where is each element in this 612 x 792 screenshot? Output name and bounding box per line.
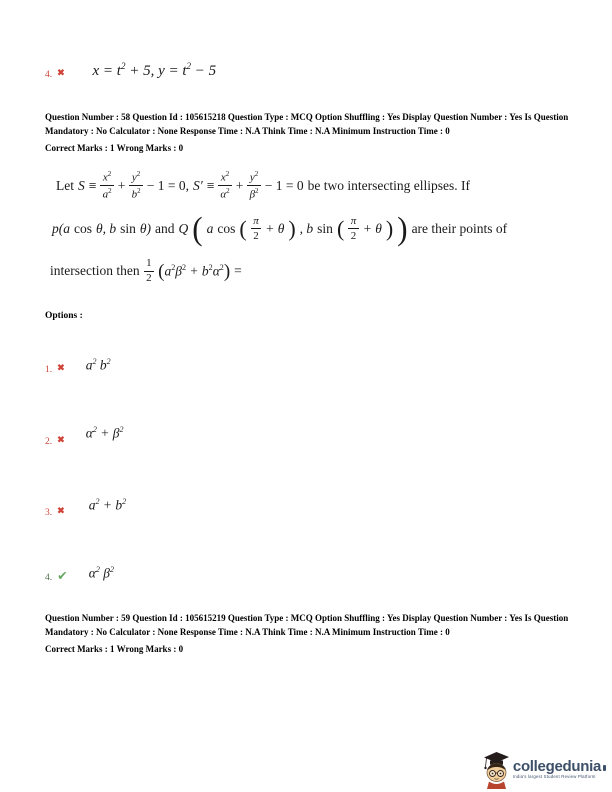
previous-question-answer-row (45, 69, 65, 80)
correct-mark-icon: ✔ (57, 569, 68, 583)
close-paren-medium: ) (385, 215, 394, 241)
metadata-line: Question Number : 59 Question Id : 105615219 Question Type : MCQ Option Shuffling : Yes Display Question Number : Yes Is Question Mandatory : No Calculator : None Response Time : N.A Think Time : N.A Minimum Instruction Time : 0 (45, 613, 569, 637)
question-text-line-3: intersection then $\frac{1}{2}$ ( $a^2\beta^2 + b^2\alpha^2$ ) = (50, 257, 242, 284)
open-paren-medium: ( (336, 215, 345, 241)
option-2-formula: $\alpha^2 + \beta^2$ (85, 425, 124, 441)
open-paren-medium: ( (239, 215, 247, 241)
fraction-y2-b2: $\frac{y^2}{b^2}$ (129, 171, 142, 200)
question-text-line-1: Let S ≡ $\frac{x^2}{a^2}$ + $\frac{y^2}{b^2}$ − 1 = 0, S′ ≡ $\frac{x^2}{\alpha^2}$ + $\frac{y^2}{\beta^2}$ − 1 = 0 be two intersecting ellipses. If (56, 170, 470, 201)
open-paren-large: ( (192, 210, 203, 247)
collegedunia-logo (483, 749, 606, 789)
option-number: 2. (45, 436, 53, 447)
expression-a2b2-sum: ( $a^2\beta^2 + b^2\alpha^2$ ) (158, 260, 231, 282)
option-4-answer-row (45, 570, 68, 586)
option-4-formula: $\alpha^2$ $\beta^2$ (88, 565, 114, 581)
question-58-metadata (45, 110, 580, 155)
option-number: 3. (45, 507, 53, 518)
close-paren-medium: ) (288, 215, 296, 241)
question-text-line-2: p(a cos θ, b sin θ) and Q ( a cos ( $\frac{\pi}{2}$ + θ ) , b sin ( $\frac{\pi}{2}$ + θ ) ) are their points of (52, 210, 508, 247)
brand-tagline: India's largest Student Review Platform (512, 774, 596, 780)
fraction-y2-beta2: $\frac{y^2}{\beta^2}$ (247, 171, 260, 200)
fraction-pi-2: $\frac{\pi}{2}$ (348, 216, 359, 242)
option-number: 4. (45, 573, 53, 583)
brand-mark-icon (603, 765, 607, 771)
wrong-mark-icon: ✖ (57, 434, 65, 445)
metadata-line: Question Number : 58 Question Id : 105615218 Question Type : MCQ Option Shuffling : Yes Display Question Number : Yes Is Question Mandatory : No Calculator : None Response Time : N.A Think Time : N.A Minimum Instruction Time : 0 (45, 112, 569, 136)
previous-question-formula: $x = t^2 + 5$, $y = t^2 - 5$ (92, 61, 217, 79)
wrong-mark-icon: ✖ (57, 67, 65, 78)
options-label: Options : (45, 311, 83, 321)
close-paren-medium: ) (223, 260, 231, 282)
fraction-pi-2: $\frac{\pi}{2}$ (251, 216, 262, 242)
collegedunia-mascot-icon (483, 749, 510, 789)
wrong-mark-icon: ✖ (57, 362, 65, 373)
option-3-formula: $a^2 + b^2$ (88, 497, 127, 513)
option-1-formula: $a^2$ $b^2$ (85, 357, 111, 373)
close-paren-large: ) (397, 210, 408, 247)
wrong-mark-icon: ✖ (57, 505, 65, 516)
fraction-one-half: $\frac{1}{2}$ (144, 258, 155, 284)
option-3-answer-row (45, 507, 65, 518)
brand-name: collegedunia (512, 757, 601, 775)
option-number: 1. (45, 364, 53, 375)
metadata-marks-line: Correct Marks : 1 Wrong Marks : 0 (45, 143, 184, 153)
option-2-answer-row (45, 436, 65, 447)
fraction-x2-alpha2: $\frac{x^2}{\alpha^2}$ (218, 171, 231, 200)
option-number: 4. (45, 69, 53, 80)
question-59-metadata (45, 611, 580, 656)
open-paren-medium: ( (158, 260, 165, 282)
metadata-marks-line: Correct Marks : 1 Wrong Marks : 0 (45, 644, 184, 654)
fraction-x2-a2: $\frac{x^2}{a^2}$ (100, 171, 113, 200)
logo-text-block (513, 759, 606, 780)
option-1-answer-row (45, 364, 65, 375)
